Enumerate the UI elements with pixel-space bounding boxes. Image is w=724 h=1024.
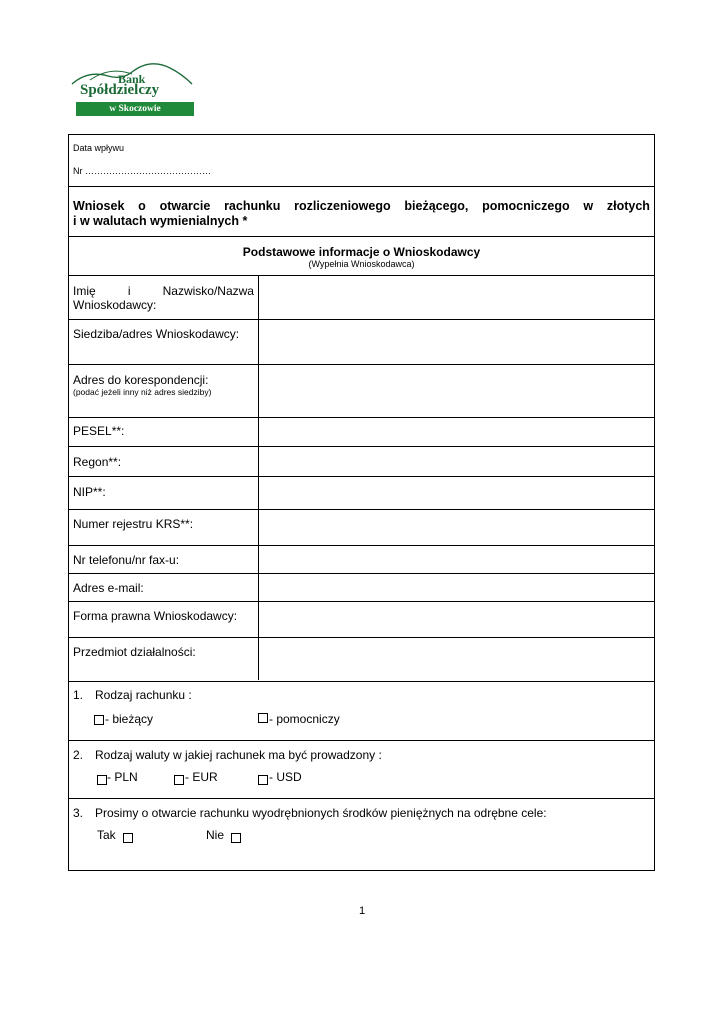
title-word: otwarcie: [159, 199, 211, 213]
bank-logo: [70, 60, 194, 118]
title-word: w: [583, 199, 594, 213]
pln-label: - PLN: [107, 770, 138, 784]
activity-label: Przedmiot działalności:: [73, 645, 196, 659]
krs-input[interactable]: [259, 510, 654, 544]
q3-number: 3.: [73, 806, 84, 820]
regon-label: Regon**:: [73, 455, 122, 469]
title-word: rozliczeniowego: [294, 199, 391, 213]
page-number: 1: [358, 905, 366, 917]
pesel-input[interactable]: [259, 418, 654, 445]
auxiliary-account-checkbox[interactable]: [258, 713, 268, 723]
divider: [69, 681, 654, 682]
title-word: bieżącego,: [404, 199, 469, 213]
form-title-line1: [73, 199, 650, 213]
correspondence-label: Adres do korespondencji:: [73, 373, 209, 387]
email-input[interactable]: [259, 574, 654, 600]
name-label-word: Imię: [73, 284, 96, 298]
legal-form-label: Forma prawna Wnioskodawcy:: [73, 609, 238, 623]
name-label-word: i: [127, 284, 131, 298]
legal-form-input[interactable]: [259, 602, 654, 636]
title-word: pomocniczego: [482, 199, 570, 213]
phone-input[interactable]: [259, 546, 654, 572]
email-label: Adres e-mail:: [73, 581, 144, 595]
yes-label: Tak: [97, 828, 116, 842]
logo-word-name: Spółdzielczy: [80, 82, 160, 98]
section-subheading: (Wypełnia Wnioskodawca): [308, 259, 415, 269]
no-label: Nie: [206, 828, 225, 842]
name-label-line2: Wnioskodawcy:: [73, 298, 157, 312]
nip-label: NIP**:: [73, 485, 106, 499]
correspondence-note: (podać jeżeli inny niż adres siedziby): [73, 387, 212, 397]
usd-checkbox[interactable]: [258, 775, 268, 785]
pesel-label: PESEL**:: [73, 424, 125, 438]
logo-band-text: w Skoczowie: [109, 104, 161, 114]
auxiliary-account-label: - pomocniczy: [269, 712, 340, 726]
logo-band: [76, 102, 194, 116]
form-title-line2: i w walutach wymienialnych *: [73, 214, 248, 228]
q2-text: Rodzaj waluty w jakiej rachunek ma być prowadzony :: [95, 748, 382, 762]
q1-number: 1.: [73, 688, 84, 702]
title-word: Wniosek: [73, 199, 125, 213]
seat-label: Siedziba/adres Wnioskodawcy:: [73, 327, 240, 341]
title-word: o: [138, 199, 146, 213]
current-account-checkbox[interactable]: [94, 715, 104, 725]
usd-label: - USD: [269, 770, 302, 784]
no-checkbox[interactable]: [231, 833, 241, 843]
date-label: Data wpływu: [73, 143, 125, 153]
logo-word-bank: Bank: [118, 72, 146, 86]
application-form: [68, 134, 655, 871]
divider: [69, 236, 654, 237]
nr-label: Nr ……………………………………: [73, 166, 211, 176]
krs-label: Numer rejestru KRS**:: [73, 517, 194, 531]
name-label-word: Nazwisko/Nazwa: [162, 284, 254, 298]
name-label: [73, 284, 254, 298]
current-account-label: - bieżący: [105, 712, 154, 726]
name-input[interactable]: [259, 276, 654, 318]
q2-number: 2.: [73, 748, 84, 762]
section-heading: Podstawowe informacje o Wnioskodawcy: [242, 245, 481, 259]
eur-checkbox[interactable]: [174, 775, 184, 785]
q3-text: Prosimy o otwarcie rachunku wyodrębnionych środków pieniężnych na odrębne cele:: [95, 806, 547, 820]
divider: [69, 186, 654, 187]
title-word: złotych: [606, 199, 650, 213]
yes-checkbox[interactable]: [123, 833, 133, 843]
regon-input[interactable]: [259, 447, 654, 475]
correspondence-input[interactable]: [259, 365, 654, 416]
q1-text: Rodzaj rachunku :: [95, 688, 192, 702]
nip-input[interactable]: [259, 477, 654, 508]
activity-input[interactable]: [259, 638, 654, 680]
divider: [69, 740, 654, 741]
phone-label: Nr telefonu/nr fax-u:: [73, 553, 180, 567]
title-word: rachunku: [224, 199, 281, 213]
eur-label: - EUR: [185, 770, 218, 784]
pln-checkbox[interactable]: [97, 775, 107, 785]
seat-input[interactable]: [259, 320, 654, 363]
divider: [69, 798, 654, 799]
